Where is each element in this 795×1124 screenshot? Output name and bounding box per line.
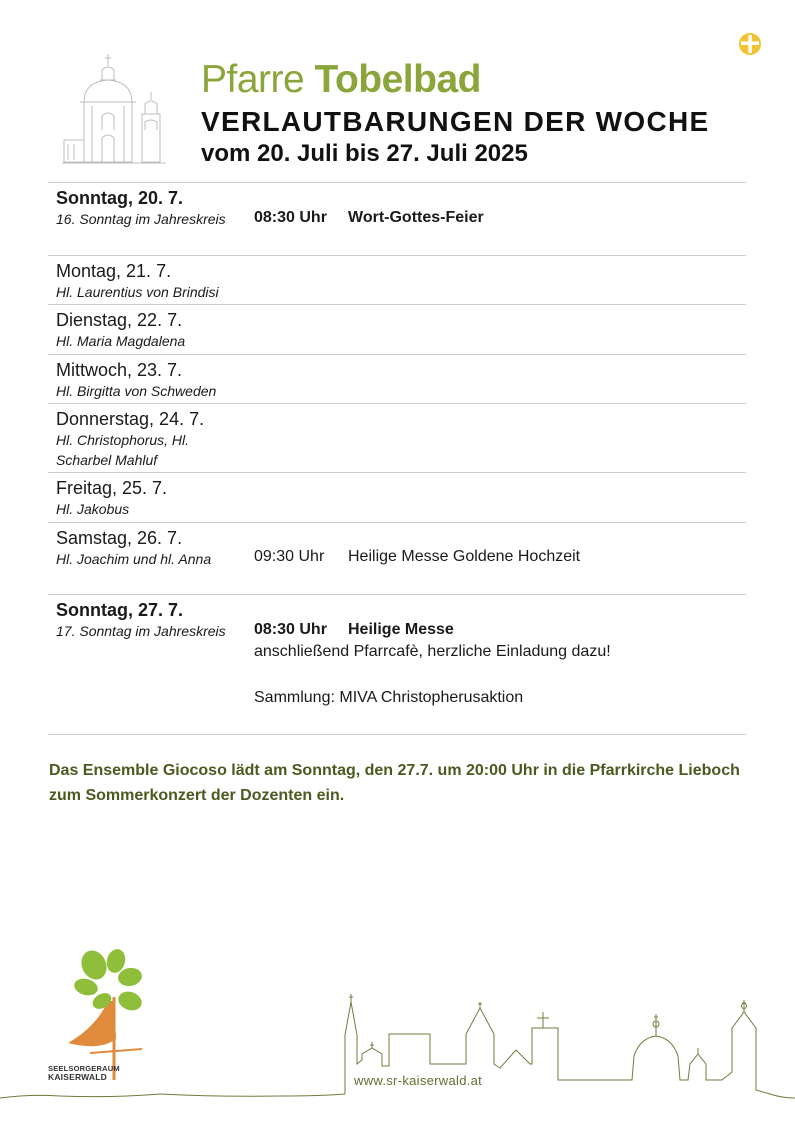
day-saint: Hl. Joachim und hl. Anna bbox=[56, 551, 212, 567]
day-event bbox=[254, 546, 580, 568]
event-time: 08:30 Uhr bbox=[254, 621, 327, 638]
day-name: Montag, 21. 7. bbox=[56, 261, 172, 281]
day-name: Donnerstag, 24. 7. bbox=[56, 409, 205, 429]
logo-wordmark bbox=[48, 1065, 120, 1081]
day-saint: Hl. Jakobus bbox=[56, 501, 130, 517]
day-row-friday-25 bbox=[48, 472, 746, 522]
day-saint: Hl. Christophorus, Hl. Scharbel Mahluf bbox=[56, 432, 190, 468]
cross-badge-icon bbox=[738, 32, 762, 56]
day-name: Dienstag, 22. 7. bbox=[56, 310, 183, 330]
day-saint: Hl. Laurentius von Brindisi bbox=[56, 284, 219, 300]
website-link[interactable]: www.sr-kaiserwald.at bbox=[354, 1073, 483, 1088]
day-row-saturday-26 bbox=[48, 522, 746, 594]
parish-prefix: Pfarre bbox=[201, 58, 305, 101]
tree-cross-logo bbox=[44, 945, 156, 1080]
page-headline: VERLAUTBARUNGEN DER WOCHE bbox=[201, 106, 710, 137]
event-time: 08:30 Uhr bbox=[254, 209, 327, 226]
parish-name: Tobelbad bbox=[314, 58, 481, 101]
event-title: Wort-Gottes-Feier bbox=[348, 209, 484, 226]
day-event bbox=[254, 619, 454, 641]
day-name: Mittwoch, 23. 7. bbox=[56, 360, 183, 380]
day-row-sunday-27 bbox=[48, 594, 746, 735]
event-time: 09:30 Uhr bbox=[254, 548, 325, 565]
day-name: Sonntag, 20. 7. bbox=[56, 188, 184, 208]
day-saint: 16. Sonntag im Jahreskreis bbox=[56, 211, 226, 227]
day-saint: Hl. Birgitta von Schweden bbox=[56, 383, 217, 399]
day-row-monday-21 bbox=[48, 255, 746, 304]
date-range: vom 20. Juli bis 27. Juli 2025 bbox=[201, 140, 528, 167]
day-row-thursday-24 bbox=[48, 403, 746, 472]
day-event bbox=[254, 207, 484, 229]
weekly-schedule bbox=[48, 182, 746, 735]
parish-title bbox=[201, 58, 710, 102]
event-note: anschließend Pfarrcafè, herzliche Einladung dazu! bbox=[254, 643, 611, 660]
event-title: Heilige Messe Goldene Hochzeit bbox=[348, 548, 581, 565]
logo-line-1: SEELSORGERAUM bbox=[48, 1064, 120, 1073]
day-row-tuesday-22 bbox=[48, 304, 746, 354]
event-title: Heilige Messe bbox=[348, 621, 454, 638]
day-saint: 17. Sonntag im Jahreskreis bbox=[56, 623, 226, 639]
day-row-wednesday-23 bbox=[48, 354, 746, 403]
day-name: Sonntag, 27. 7. bbox=[56, 600, 184, 620]
day-name: Freitag, 25. 7. bbox=[56, 478, 168, 498]
day-row-sunday-20 bbox=[48, 182, 746, 255]
church-drawing-icon bbox=[62, 52, 166, 166]
day-saint: Hl. Maria Magdalena bbox=[56, 333, 186, 349]
page-header bbox=[201, 58, 710, 169]
day-name: Samstag, 26. 7. bbox=[56, 528, 183, 548]
concert-announcement: Das Ensemble Giocoso lädt am Sonntag, den 27.7. um 20:00 Uhr in die Pfarrkirche Lieboch zum Sommerkonzert der Dozenten ein. bbox=[49, 762, 740, 804]
collection-note: Sammlung: MIVA Christopherusaktion bbox=[254, 689, 524, 706]
logo-line-2: KAISERWALD bbox=[48, 1072, 107, 1082]
